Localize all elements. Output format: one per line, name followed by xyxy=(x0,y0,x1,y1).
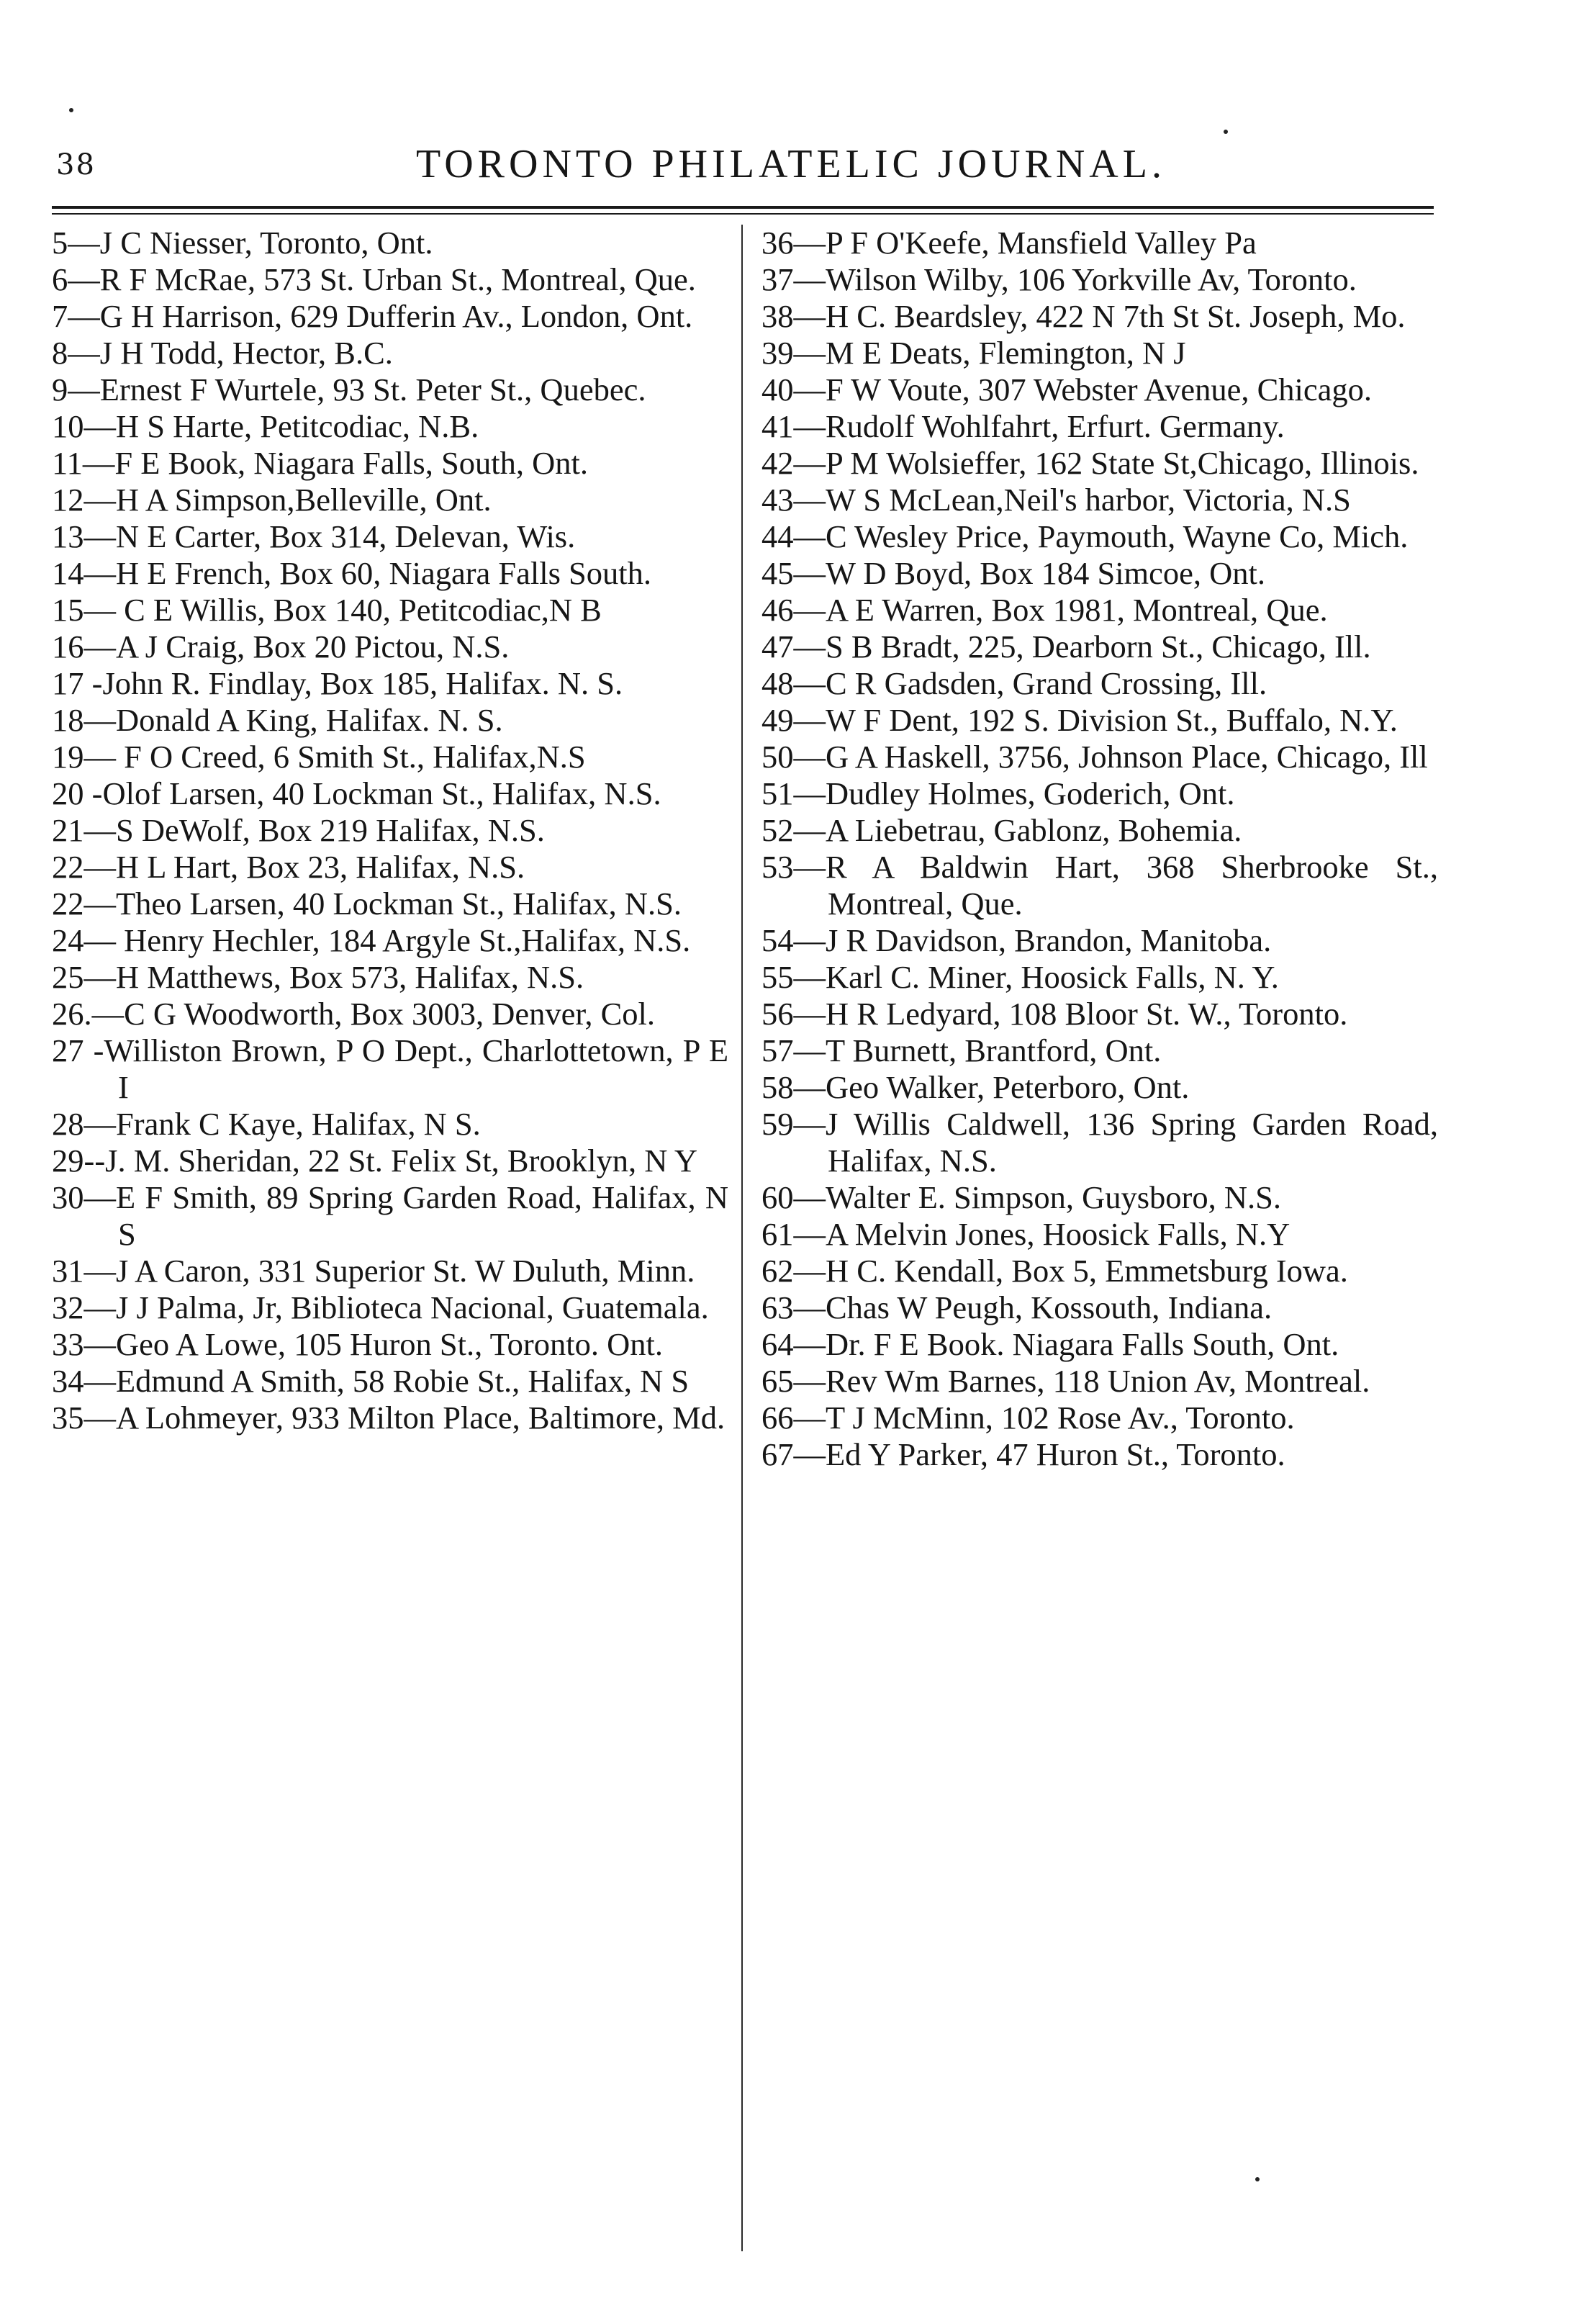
directory-entry: 66—T J McMinn, 102 Rose Av., Toronto. xyxy=(761,1400,1295,1436)
journal-title: TORONTO PHILATELIC JOURNAL. xyxy=(416,142,1166,186)
page-number: 38 xyxy=(56,148,96,181)
directory-entry: 62—H C. Kendall, Box 5, Emmetsburg Iowa. xyxy=(761,1253,1348,1289)
directory-entry: 22—H L Hart, Box 23, Halifax, N.S. xyxy=(52,849,525,885)
print-speck xyxy=(1255,2177,1260,2181)
column-divider xyxy=(741,225,743,2251)
directory-entry: 46—A E Warren, Box 1981, Montreal, Que. xyxy=(761,592,1328,628)
directory-entry: 28—Frank C Kaye, Halifax, N S. xyxy=(52,1106,481,1142)
header-rule-thin xyxy=(52,213,1434,215)
directory-entry: 34—Edmund A Smith, 58 Robie St., Halifax, N S xyxy=(52,1363,690,1399)
directory-entry: 60—Walter E. Simpson, Guysboro, N.S. xyxy=(761,1179,1281,1215)
directory-entry: 20 -Olof Larsen, 40 Lockman St., Halifax, N.S. xyxy=(52,775,661,811)
directory-entry: 8—J H Todd, Hector, B.C. xyxy=(52,335,393,371)
directory-entry: 19— F O Creed, 6 Smith St., Halifax,N.S xyxy=(52,739,586,775)
directory-entry: 40—F W Voute, 307 Webster Avenue, Chicago. xyxy=(761,371,1373,407)
directory-entry: 11—F E Book, Niagara Falls, South, Ont. xyxy=(52,445,588,481)
directory-entry: 25—H Matthews, Box 573, Halifax, N.S. xyxy=(52,959,584,995)
directory-entry: 22—Theo Larsen, 40 Lockman St., Halifax, N.S. xyxy=(52,886,682,922)
directory-entry: 10—H S Harte, Petitcodiac, N.B. xyxy=(52,408,479,444)
directory-entry: 36—P F O'Keefe, Mansfield Valley Pa xyxy=(761,225,1257,261)
directory-entry: 29--J. M. Sheridan, 22 St. Felix St, Brooklyn, N Y xyxy=(52,1143,698,1179)
directory-entry: 18—Donald A King, Halifax. N. S. xyxy=(52,702,503,738)
directory-entry: 63—Chas W Peugh, Kossouth, Indiana. xyxy=(761,1289,1273,1325)
directory-entry: 59—J Willis Caldwell, 136 Spring Garden Road, Halifax, N.S. xyxy=(761,1106,1447,1179)
directory-entry: 47—S B Bradt, 225, Dearborn St., Chicago, Ill. xyxy=(761,629,1371,665)
header-rule-thick xyxy=(52,206,1434,209)
directory-entry: 14—H E French, Box 60, Niagara Falls South. xyxy=(52,555,652,591)
print-speck xyxy=(69,108,73,112)
directory-entry: 55—Karl C. Miner, Hoosick Falls, N. Y. xyxy=(761,959,1279,995)
directory-entry: 42—P M Wolsieffer, 162 State St,Chicago, Illinois. xyxy=(761,445,1419,481)
directory-entry: 54—J R Davidson, Brandon, Manitoba. xyxy=(761,922,1272,958)
directory-entry: 51—Dudley Holmes, Goderich, Ont. xyxy=(761,775,1235,811)
directory-entry: 41—Rudolf Wohlfahrt, Erfurt. Germany. xyxy=(761,408,1285,444)
directory-entry: 61—A Melvin Jones, Hoosick Falls, N.Y xyxy=(761,1216,1291,1252)
directory-entry: 52—A Liebetrau, Gablonz, Bohemia. xyxy=(761,812,1242,848)
directory-entry: 48—C R Gadsden, Grand Crossing, Ill. xyxy=(761,665,1267,701)
directory-entry: 50—G A Haskell, 3756, Johnson Place, Chicago, Ill xyxy=(761,739,1428,775)
directory-entry: 37—Wilson Wilby, 106 Yorkville Av, Toronto. xyxy=(761,261,1357,297)
directory-entry: 24— Henry Hechler, 184 Argyle St.,Halifax, N.S. xyxy=(52,922,691,958)
directory-entry: 57—T Burnett, Brantford, Ont. xyxy=(761,1032,1162,1068)
directory-entry: 12—H A Simpson,Belleville, Ont. xyxy=(52,482,492,518)
directory-entry: 53—R A Baldwin Hart, 368 Sherbrooke St., Montreal, Que. xyxy=(761,849,1447,922)
directory-entry: 21—S DeWolf, Box 219 Halifax, N.S. xyxy=(52,812,545,848)
directory-entry: 67—Ed Y Parker, 47 Huron St., Toronto. xyxy=(761,1436,1285,1472)
directory-entry: 35—A Lohmeyer, 933 Milton Place, Baltimore, Md. xyxy=(52,1400,726,1436)
directory-entry: 45—W D Boyd, Box 184 Simcoe, Ont. xyxy=(761,555,1266,591)
directory-entry: 65—Rev Wm Barnes, 118 Union Av, Montreal. xyxy=(761,1363,1370,1399)
directory-entry: 16—A J Craig, Box 20 Pictou, N.S. xyxy=(52,629,510,665)
directory-entry: 9—Ernest F Wurtele, 93 St. Peter St., Quebec. xyxy=(52,371,646,407)
directory-entry: 49—W F Dent, 192 S. Division St., Buffalo, N.Y. xyxy=(761,702,1398,738)
directory-entry: 31—J A Caron, 331 Superior St. W Duluth, Minn. xyxy=(52,1253,695,1289)
directory-entry: 13—N E Carter, Box 314, Delevan, Wis. xyxy=(52,518,576,554)
directory-entry: 32—J J Palma, Jr, Biblioteca Nacional, Guatemala. xyxy=(52,1289,709,1325)
directory-entry: 43—W S McLean,Neil's harbor, Victoria, N.S xyxy=(761,482,1351,518)
directory-entry: 17 -John R. Findlay, Box 185, Halifax. N. S. xyxy=(52,665,623,701)
print-speck xyxy=(1224,130,1228,134)
directory-entry: 7—G H Harrison, 629 Dufferin Av., London, Ont. xyxy=(52,298,693,334)
directory-entry: 26.—C G Woodworth, Box 3003, Denver, Col. xyxy=(52,996,656,1032)
directory-entry: 39—M E Deats, Flemington, N J xyxy=(761,335,1186,371)
directory-entry: 6—R F McRae, 573 St. Urban St., Montreal, Que. xyxy=(52,261,696,297)
directory-entry: 58—Geo Walker, Peterboro, Ont. xyxy=(761,1069,1190,1105)
directory-entry: 15— C E Willis, Box 140, Petitcodiac,N B xyxy=(52,592,602,628)
right-column xyxy=(761,225,1447,1473)
directory-entry: 33—Geo A Lowe, 105 Huron St., Toronto. Ont. xyxy=(52,1326,663,1362)
directory-entry: 5—J C Niesser, Toronto, Ont. xyxy=(52,225,433,261)
directory-entry: 30—E F Smith, 89 Spring Garden Road, Halifax, N S xyxy=(52,1179,737,1252)
directory-entry: 56—H R Ledyard, 108 Bloor St. W., Toronto. xyxy=(761,996,1348,1032)
directory-entry: 44—C Wesley Price, Paymouth, Wayne Co, Mich. xyxy=(761,518,1409,554)
directory-entry: 64—Dr. F E Book. Niagara Falls South, Ont. xyxy=(761,1326,1339,1362)
left-column xyxy=(52,225,737,1436)
directory-entry: 38—H C. Beardsley, 422 N 7th St St. Joseph, Mo. xyxy=(761,298,1406,334)
directory-entry: 27 -Williston Brown, P O Dept., Charlottetown, P E I xyxy=(52,1032,737,1105)
